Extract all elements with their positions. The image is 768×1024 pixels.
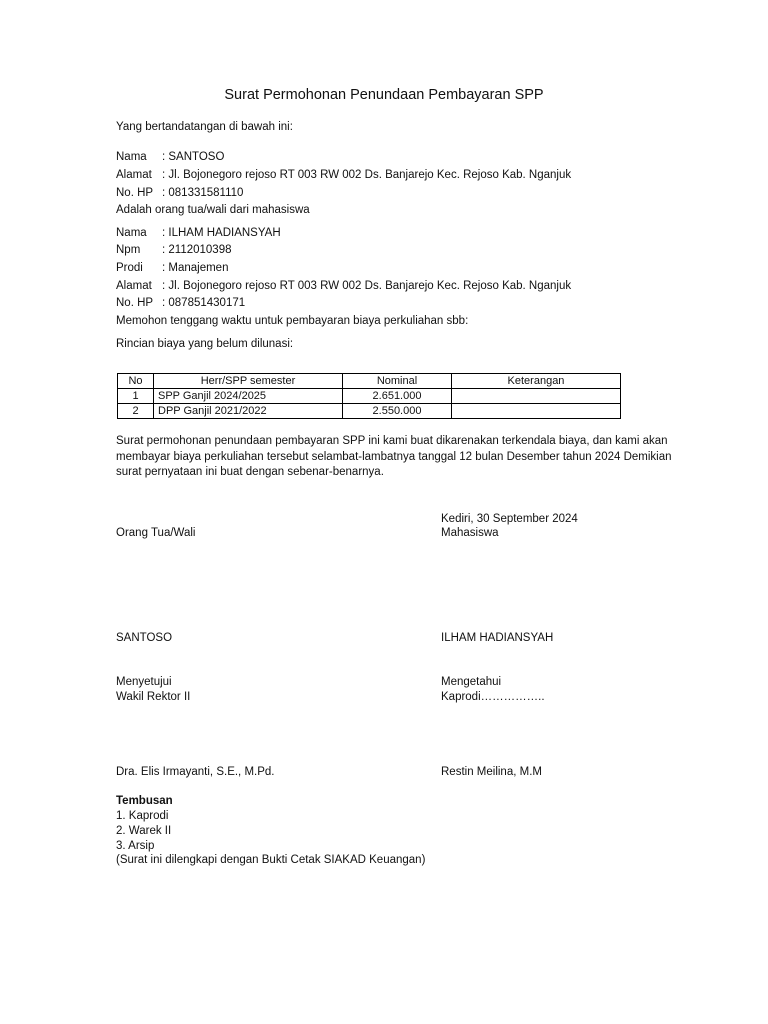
- student-prodi-row: [116, 261, 228, 276]
- student-npm-label: Npm: [116, 244, 141, 256]
- student-name-row: [116, 226, 281, 241]
- approve-left-2: Wakil Rektor II: [116, 691, 191, 703]
- cell-keterangan: [452, 389, 621, 404]
- place-date: Kediri, 30 September 2024: [441, 513, 578, 525]
- parent-name-label: Nama: [116, 151, 147, 163]
- student-name-label: Nama: [116, 227, 147, 239]
- student-phone-label: No. HP: [116, 297, 154, 309]
- cell-nominal: 2.550.000: [343, 404, 452, 419]
- header-no: No: [118, 374, 154, 389]
- cell-nominal: 2.651.000: [343, 389, 452, 404]
- tembusan-heading: Tembusan: [116, 795, 173, 807]
- left-signer-name: SANTOSO: [116, 632, 173, 644]
- parent-address-row: [116, 168, 571, 183]
- right-signer-name: ILHAM HADIANSYAH: [441, 632, 554, 644]
- tembusan-item: 3. Arsip: [116, 840, 155, 852]
- header-keterangan: Keterangan: [452, 374, 621, 389]
- tembusan-item: 1. Kaprodi: [116, 810, 169, 822]
- cell-no: 2: [118, 404, 154, 419]
- parent-name-row: [116, 150, 224, 165]
- student-phone-value: : 087851430171: [162, 297, 246, 309]
- parent-name-value: : SANTOSO: [162, 151, 225, 163]
- letter-title: Surat Permohonan Penundaan Pembayaran SPP: [224, 87, 544, 103]
- student-npm-value: : 2112010398: [162, 244, 232, 256]
- cell-item: SPP Ganjil 2024/2025: [154, 389, 343, 404]
- tembusan-item: 2. Warek II: [116, 825, 172, 837]
- reason-paragraph: Surat permohonan penundaan pembayaran SPP ini kami buat dikarenakan terkendala biaya, dan kami akan membayar biaya perkuliahan tersebut selambat-lambatnya tanggal 12 bulan Desember tahun 2024 Demikian surat pernyataan ini buat dengan sebenar-benarnya.: [116, 435, 672, 478]
- parent-phone-label: No. HP: [116, 187, 154, 199]
- table-row: [118, 404, 621, 419]
- table-row: [118, 389, 621, 404]
- parent-phone-value: : 081331581110: [162, 187, 244, 199]
- header-item: Herr/SPP semester: [154, 374, 343, 389]
- cell-no: 1: [118, 389, 154, 404]
- parent-address-value: : Jl. Bojonegoro rejoso RT 003 RW 002 Ds. Banjarejo Kec. Rejoso Kab. Nganjuk: [162, 169, 572, 181]
- student-name-value: : ILHAM HADIANSYAH: [162, 227, 281, 239]
- approve-left-1: Menyetujui: [116, 676, 172, 688]
- cell-keterangan: [452, 404, 621, 419]
- parent-address-label: Alamat: [116, 169, 152, 181]
- approver-right-name: Restin Meilina, M.M: [441, 766, 542, 778]
- intro-text: Yang bertandatangan di bawah ini:: [116, 121, 293, 133]
- header-nominal: Nominal: [343, 374, 452, 389]
- student-prodi-label: Prodi: [116, 262, 143, 274]
- student-address-value: : Jl. Bojonegoro rejoso RT 003 RW 002 Ds. Banjarejo Kec. Rejoso Kab. Nganjuk: [162, 280, 572, 292]
- student-phone-row: [116, 296, 245, 311]
- student-address-row: [116, 279, 571, 294]
- tembusan-note: (Surat ini dilengkapi dengan Bukti Cetak SIAKAD Keuangan): [116, 854, 426, 866]
- approve-right-2: Kaprodi……………..: [441, 691, 545, 703]
- student-address-label: Alamat: [116, 280, 152, 292]
- approver-left-name: Dra. Elis Irmayanti, S.E., M.Pd.: [116, 766, 275, 778]
- cell-item: DPP Ganjil 2021/2022: [154, 404, 343, 419]
- student-prodi-value: : Manajemen: [162, 262, 229, 274]
- parent-phone-row: [116, 186, 243, 201]
- student-npm-row: [116, 243, 232, 258]
- request-text: Memohon tenggang waktu untuk pembayaran biaya perkuliahan sbb:: [116, 315, 469, 327]
- approve-right-1: Mengetahui: [441, 676, 502, 688]
- right-role: Mahasiswa: [441, 527, 499, 539]
- rincian-text: Rincian biaya yang belum dilunasi:: [116, 338, 294, 350]
- left-role: Orang Tua/Wali: [116, 527, 196, 539]
- cost-table: [117, 373, 621, 419]
- table-header-row: [118, 374, 621, 389]
- relation-text: Adalah orang tua/wali dari mahasiswa: [116, 204, 310, 216]
